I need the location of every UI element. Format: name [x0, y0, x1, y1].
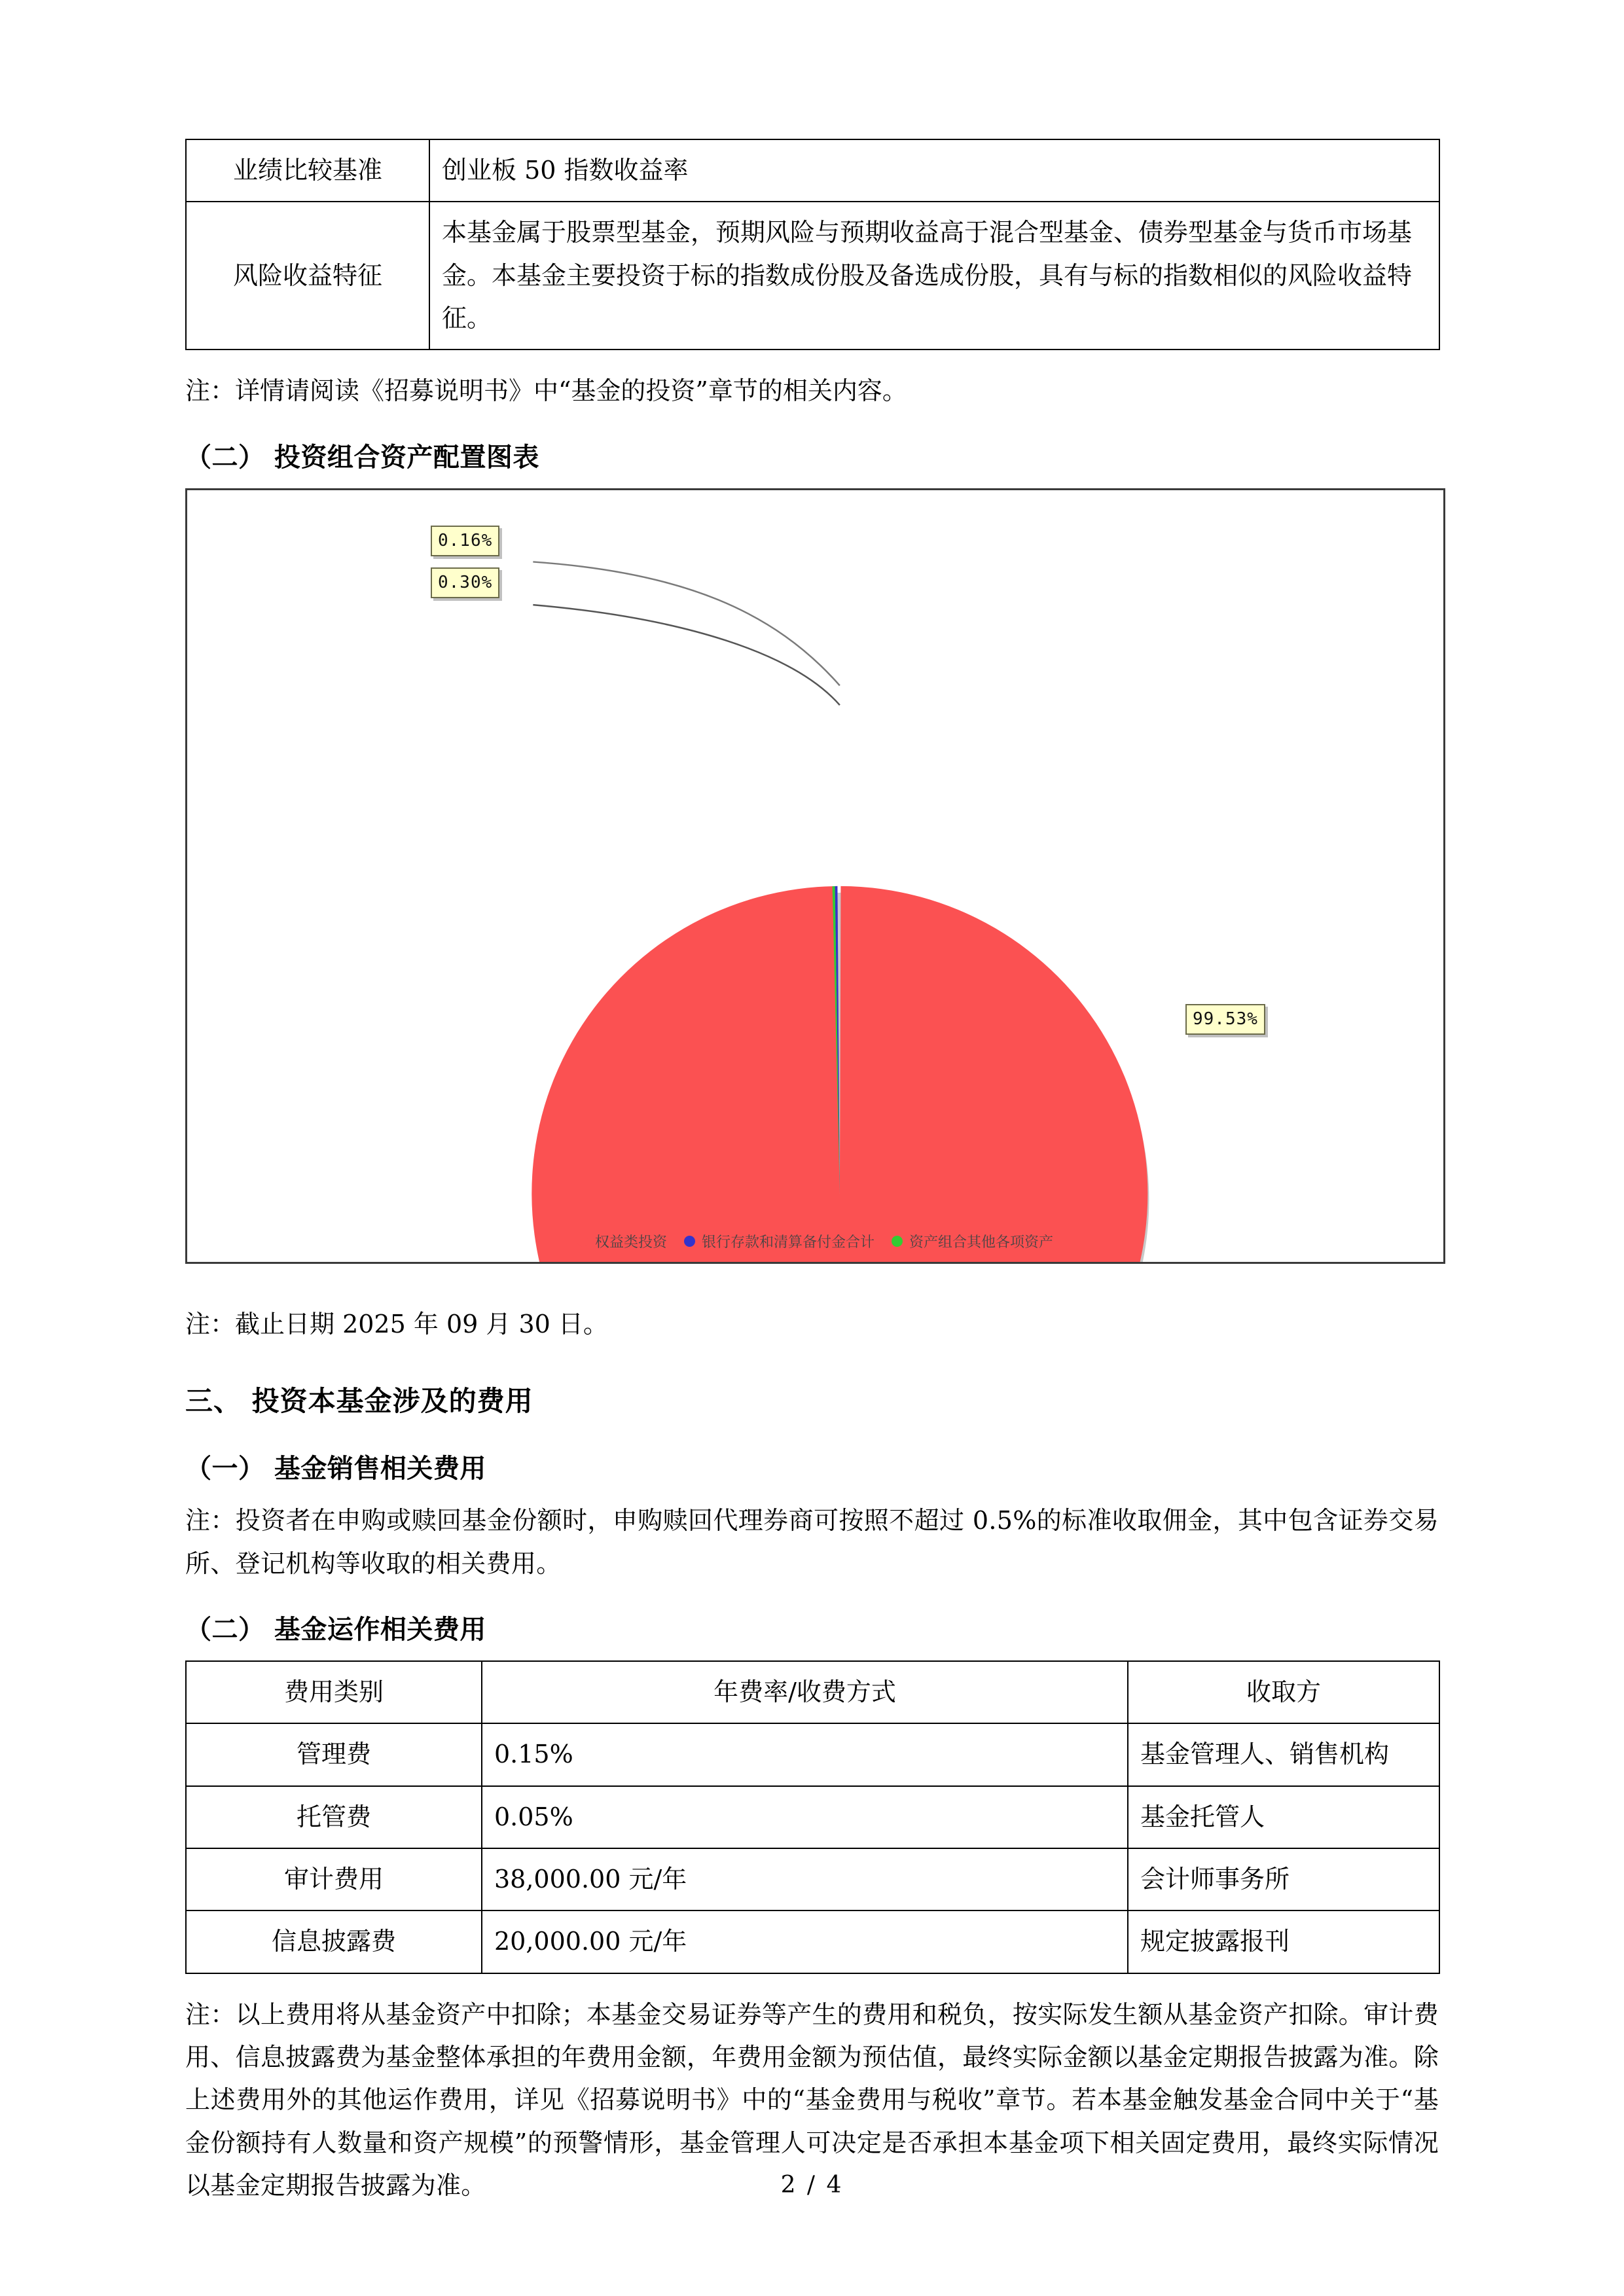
fee-col-header-category: 费用类别: [186, 1661, 482, 1723]
sales-fee-note: 注：投资者在申购或赎回基金份额时，申购赎回代理券商可按照不超过 0.5%的标准收取佣金，其中包含证券交易所、登记机构等收取的相关费用。: [185, 1506, 1439, 1578]
info-row-label: 风险收益特征: [186, 202, 429, 350]
legend-dot-icon: [577, 1236, 588, 1247]
legend-dot-icon: [892, 1236, 903, 1247]
fund-info-note: 注：详情请阅读《招募说明书》中“基金的投资”章节的相关内容。: [185, 376, 907, 406]
legend-dot-icon: [684, 1236, 695, 1247]
fund-info-table: [185, 139, 1440, 350]
info-row-label: 业绩比较基准: [186, 139, 429, 202]
fee-cell-rate: 38,000.00 元/年: [482, 1848, 1128, 1910]
fee-col-header-rate: 年费率/收费方式: [482, 1661, 1128, 1723]
pie-callout-bank-deposit: 0.30%: [431, 567, 499, 598]
pie-chart-canvas: [187, 490, 1443, 1262]
table-row: [186, 1848, 1439, 1910]
info-row-value: 本基金属于股票型基金，预期风险与预期收益高于混合型基金、债券型基金与货币市场基金。本基金主要投资于标的指数成份股及备选成份股，具有与标的指数相似的风险收益特征。: [429, 202, 1439, 350]
legend-label: 权益类投资: [594, 1234, 667, 1251]
page-footer: [0, 2172, 1624, 2198]
table-header-row: [186, 1661, 1439, 1723]
page-content: [185, 139, 1439, 2207]
legend-item-equity: [577, 1231, 667, 1251]
fee-table: [185, 1660, 1440, 1974]
leader-line-other-assets: [533, 562, 840, 685]
asset-allocation-chart: [185, 488, 1445, 1264]
fee-cell-category: 管理费: [186, 1723, 482, 1785]
chart-section-heading: （二） 投资组合资产配置图表: [185, 442, 539, 473]
chart-note: 注：截止日期 2025 年 09 月 30 日。: [185, 1309, 608, 1338]
fee-cell-payee: 基金管理人、销售机构: [1128, 1723, 1439, 1785]
table-row: [186, 202, 1439, 350]
fee-cell-category: 信息披露费: [186, 1910, 482, 1973]
chart-legend: [187, 1231, 1443, 1251]
pie-callout-equity: 99.53%: [1185, 1004, 1265, 1035]
sales-fee-heading: （一） 基金销售相关费用: [185, 1454, 486, 1484]
table-row: [186, 139, 1439, 202]
fees-section-heading: 三、 投资本基金涉及的费用: [185, 1385, 533, 1418]
fee-cell-rate: 0.05%: [482, 1786, 1128, 1848]
table-row: [186, 1723, 1439, 1785]
fee-cell-payee: 规定披露报刊: [1128, 1910, 1439, 1973]
fee-col-header-payee: 收取方: [1128, 1661, 1439, 1723]
operation-fee-heading: （二） 基金运作相关费用: [185, 1614, 486, 1645]
table-row: [186, 1910, 1439, 1973]
fee-cell-category: 审计费用: [186, 1848, 482, 1910]
fee-cell-rate: 20,000.00 元/年: [482, 1910, 1128, 1973]
table-row: [186, 1786, 1439, 1848]
info-row-value: 创业板 50 指数收益率: [429, 139, 1439, 202]
fee-cell-rate: 0.15%: [482, 1723, 1128, 1785]
legend-label: 银行存款和清算备付金合计: [701, 1234, 875, 1251]
fee-cell-payee: 会计师事务所: [1128, 1848, 1439, 1910]
legend-item-other-assets: [892, 1231, 1053, 1251]
leader-line-bank-deposit: [533, 605, 840, 705]
legend-label: 资产组合其他各项资产: [909, 1234, 1054, 1251]
pie-callout-other-assets: 0.16%: [431, 526, 499, 556]
page-number: 2 / 4: [780, 2172, 844, 2198]
fee-cell-payee: 基金托管人: [1128, 1786, 1439, 1848]
fee-table-note: 注：以上费用将从基金资产中扣除；本基金交易证券等产生的费用和税负，按实际发生额从基金资产扣除。审计费用、信息披露费为基金整体承担的年费用金额，年费用金额为预估值，最终实际金额以基金定期报告披露为准。除上述费用外的其他运作费用，详见《招募说明书》中的“基金费用与税收”章节。若本基金触发基金合同中关于“基金份额持有人数量和资产规模”的预警情形，基金管理人可决定是否承担本基金项下相关固定费用，最终实际情况以基金定期报告披露为准。: [185, 2000, 1439, 2200]
legend-item-bank-deposit: [684, 1231, 875, 1251]
fee-cell-category: 托管费: [186, 1786, 482, 1848]
